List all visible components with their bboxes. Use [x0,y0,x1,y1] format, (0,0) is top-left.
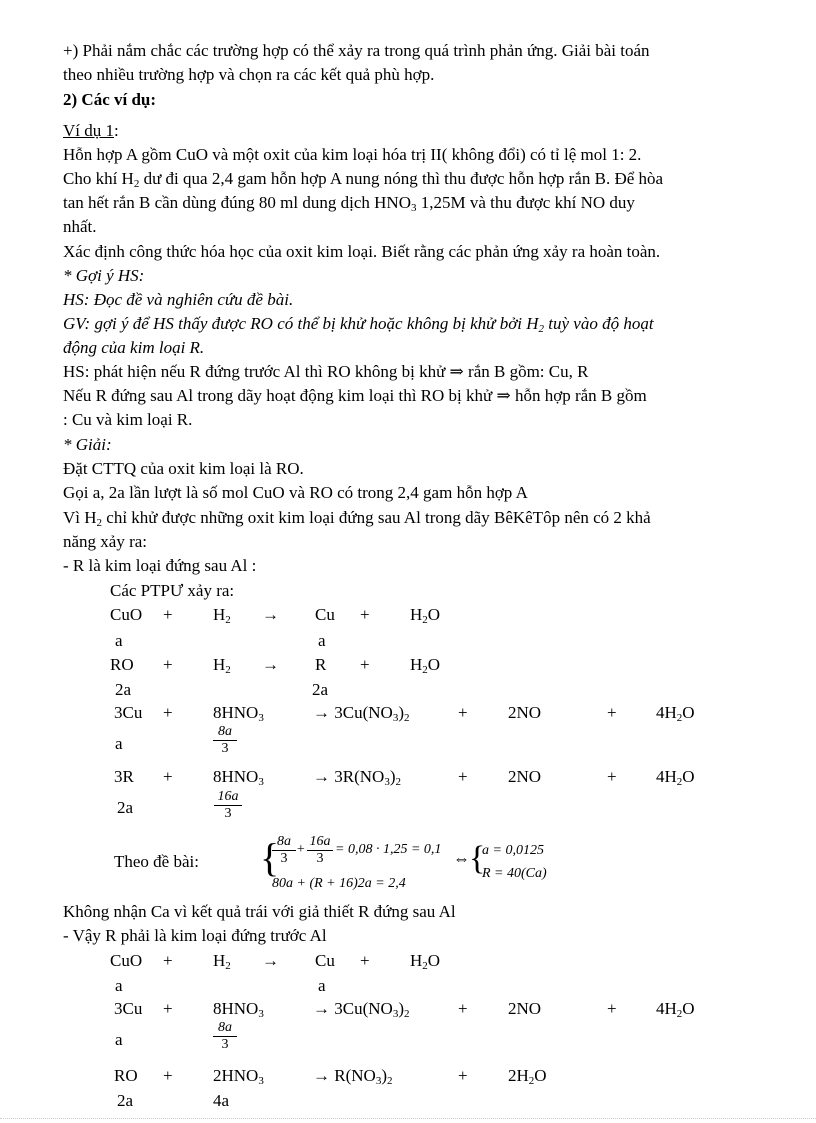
eq2-reactant-2: $H_2$ [213,655,231,676]
eq1-reactant-1: CuO [110,605,143,624]
eq5-mol-1: a [115,976,123,995]
eq3-mol-1: a [115,734,123,753]
eq1-mol-1: a [115,631,123,650]
eq5-product-1: Cu [315,951,335,970]
hint-gv: GV: gợi ý để HS thấy được RO có thể bị khử hoặc không bị khử bởi $H_2$ tuỳ vào độ hoạt [63,314,654,335]
eq3-reactant-1: 3Cu [114,703,143,722]
eq7-product-1: → $R(NO_3)_2$ [313,1066,393,1087]
hint-gv-cont: động của kim loại R. [63,338,205,357]
eq6-plus-1: + [163,999,173,1018]
eq3-reactant-2: $8HNO_3$ [213,703,264,724]
eq7-mol-1: 2a [117,1091,134,1110]
hint-hs-2: HS: phát hiện nếu R đứng trước Al thì RO không bị khử ⇒ rắn B gồm: Cu, R [63,362,589,381]
eq4-product-2: 2NO [508,767,542,786]
eq4-reactant-1: 3R [114,767,134,786]
example-line-2: Cho khí $H_2$ dư đi qua 2,4 gam hỗn hợp A nung nóng thì thu được hỗn hợp rắn B. Để hòa [63,169,664,190]
eq1-reactant-2: $H_2$ [213,605,231,626]
eq7-plus-1: + [163,1066,173,1085]
eq5-plus-2: + [360,951,370,970]
reactions-heading: Các PTPƯ xảy ra: [110,581,235,600]
result-brace: { [469,840,486,877]
system-frac-2: $\frac{16a}{3}$ [307,834,333,867]
eq4-plus-3: + [607,767,617,786]
eq2-plus-1: + [163,655,173,674]
eq7-mol-2: 4a [213,1091,230,1110]
eq1-arrow: → [262,605,279,624]
eq1-mol-2: a [318,631,326,650]
eq4-mol-2: $\frac{16a}{3}$ [214,789,242,822]
example-line-4: nhất. [63,217,97,236]
solution-line-1: Đặt CTTQ của oxit kim loại là RO. [63,459,304,478]
eq4-reactant-2: $8HNO_3$ [213,767,264,788]
system-eq-2: 80a + (R + 16)2a = 2,4 [272,876,406,891]
eq4-plus-1: + [163,767,173,786]
eq5-reactant-2: $H_2$ [213,951,231,972]
eq6-product-1: → $3Cu(NO_3)_2$ [313,999,410,1020]
page-bottom-border [0,1118,816,1119]
eq5-product-2: $H_2O$ [410,951,441,972]
eq3-plus-2: + [458,703,468,722]
section-heading: 2) Các ví dụ: [63,90,157,109]
eq3-plus-3: + [607,703,617,722]
eq2-reactant-1: RO [110,655,134,674]
eq2-product-2: $H_2O$ [410,655,441,676]
eq6-product-3: $4H_2O$ [656,999,695,1020]
example-line-1: Hỗn hợp A gồm CuO và một oxit của kim loại hóa trị II( không đổi) có tỉ lệ mol 1: 2. [63,145,642,164]
solution-line-3: Vì $H_2$ chỉ khử được những oxit kim loại đứng sau Al trong dãy BêKêTôp nên có 2 khả [63,508,651,529]
eq3-product-3: $4H_2O$ [656,703,695,724]
eq6-reactant-1: 3Cu [114,999,143,1018]
example-question: Xác định công thức hóa học của oxit kim loại. Biết rằng các phản ứng xảy ra hoàn toàn. [63,242,661,261]
eq6-mol-1: a [115,1030,123,1049]
eq5-arrow: → [262,951,279,970]
eq2-mol-2: 2a [312,680,329,699]
eq6-product-2: 2NO [508,999,542,1018]
eq3-plus-1: + [163,703,173,722]
reject-ca: Không nhận Ca vì kết quả trái với giả thiết R đứng sau Al [63,902,456,921]
example-title: Ví dụ 1: [63,121,119,140]
eq7-reactant-2: $2HNO_3$ [213,1066,264,1087]
solution-line-4: năng xảy ra: [63,532,148,551]
hint-heading: * Gợi ý HS: [63,266,145,285]
eq6-plus-2: + [458,999,468,1018]
eq4-product-3: $4H_2O$ [656,767,695,788]
result-a: a = 0,0125 [482,843,544,858]
case-1-heading: - R là kim loại đứng sau Al : [63,556,257,575]
eq4-product-1: → $3R(NO_3)_2$ [313,767,401,788]
case-2-heading: - Vậy R phải là kim loại đứng trước Al [63,926,327,945]
eq1-plus-1: + [163,605,173,624]
system-eq-1: = 0,08 · 1,25 = 0,1 [335,842,442,857]
eq2-plus-2: + [360,655,370,674]
intro-line-2: theo nhiều trường hợp và chọn ra các kết quả phù hợp. [63,65,435,84]
solution-line-2: Gọi a, 2a lần lượt là số mol CuO và RO có trong 2,4 gam hỗn hợp A [63,483,528,502]
eq6-plus-3: + [607,999,617,1018]
eq2-product-1: R [315,655,327,674]
system-frac-1: $\frac{8a}{3}$ [272,834,296,867]
system-left-brace: { [260,835,280,880]
eq7-product-2: $2H_2O$ [508,1066,547,1087]
eq7-reactant-1: RO [114,1066,138,1085]
example-line-3: tan hết rắn B cần dùng đúng 80 ml dung dịch $HNO_3$ 1,25M và thu được khí NO duy [63,193,635,214]
eq5-mol-2: a [318,976,326,995]
eq3-mol-2: $\frac{8a}{3}$ [213,724,237,757]
hint-hs-4: : Cu và kim loại R. [63,410,193,429]
given-label: Theo đề bài: [114,852,199,871]
eq5-reactant-1: CuO [110,951,143,970]
eq4-plus-2: + [458,767,468,786]
iff-symbol: ⇔ [453,849,470,868]
hint-hs-1: HS: Đọc đề và nghiên cứu đề bài. [63,290,294,309]
eq5-plus-1: + [163,951,173,970]
solution-heading: * Giải: [63,435,112,454]
hint-hs-3: Nếu R đứng sau Al trong dãy hoạt động kim loại thì RO bị khử ⇒ hỗn hợp rắn B gồm [63,386,647,405]
eq6-mol-2: $\frac{8a}{3}$ [213,1020,237,1053]
eq4-mol-1: 2a [117,798,134,817]
eq1-plus-2: + [360,605,370,624]
eq3-product-2: 2NO [508,703,542,722]
eq2-mol-1: 2a [115,680,132,699]
eq1-product-2: $H_2O$ [410,605,441,626]
system-plus: + [296,842,306,857]
intro-line-1: +) Phải nắm chắc các trường hợp có thể xảy ra trong quá trình phản ứng. Giải bài toán [63,41,650,60]
eq3-product-1: → $3Cu(NO_3)_2$ [313,703,410,724]
result-r: R = 40(Ca) [482,866,547,881]
eq6-reactant-2: $8HNO_3$ [213,999,264,1020]
eq2-arrow: → [262,655,279,674]
eq7-plus-2: + [458,1066,468,1085]
eq1-product-1: Cu [315,605,335,624]
